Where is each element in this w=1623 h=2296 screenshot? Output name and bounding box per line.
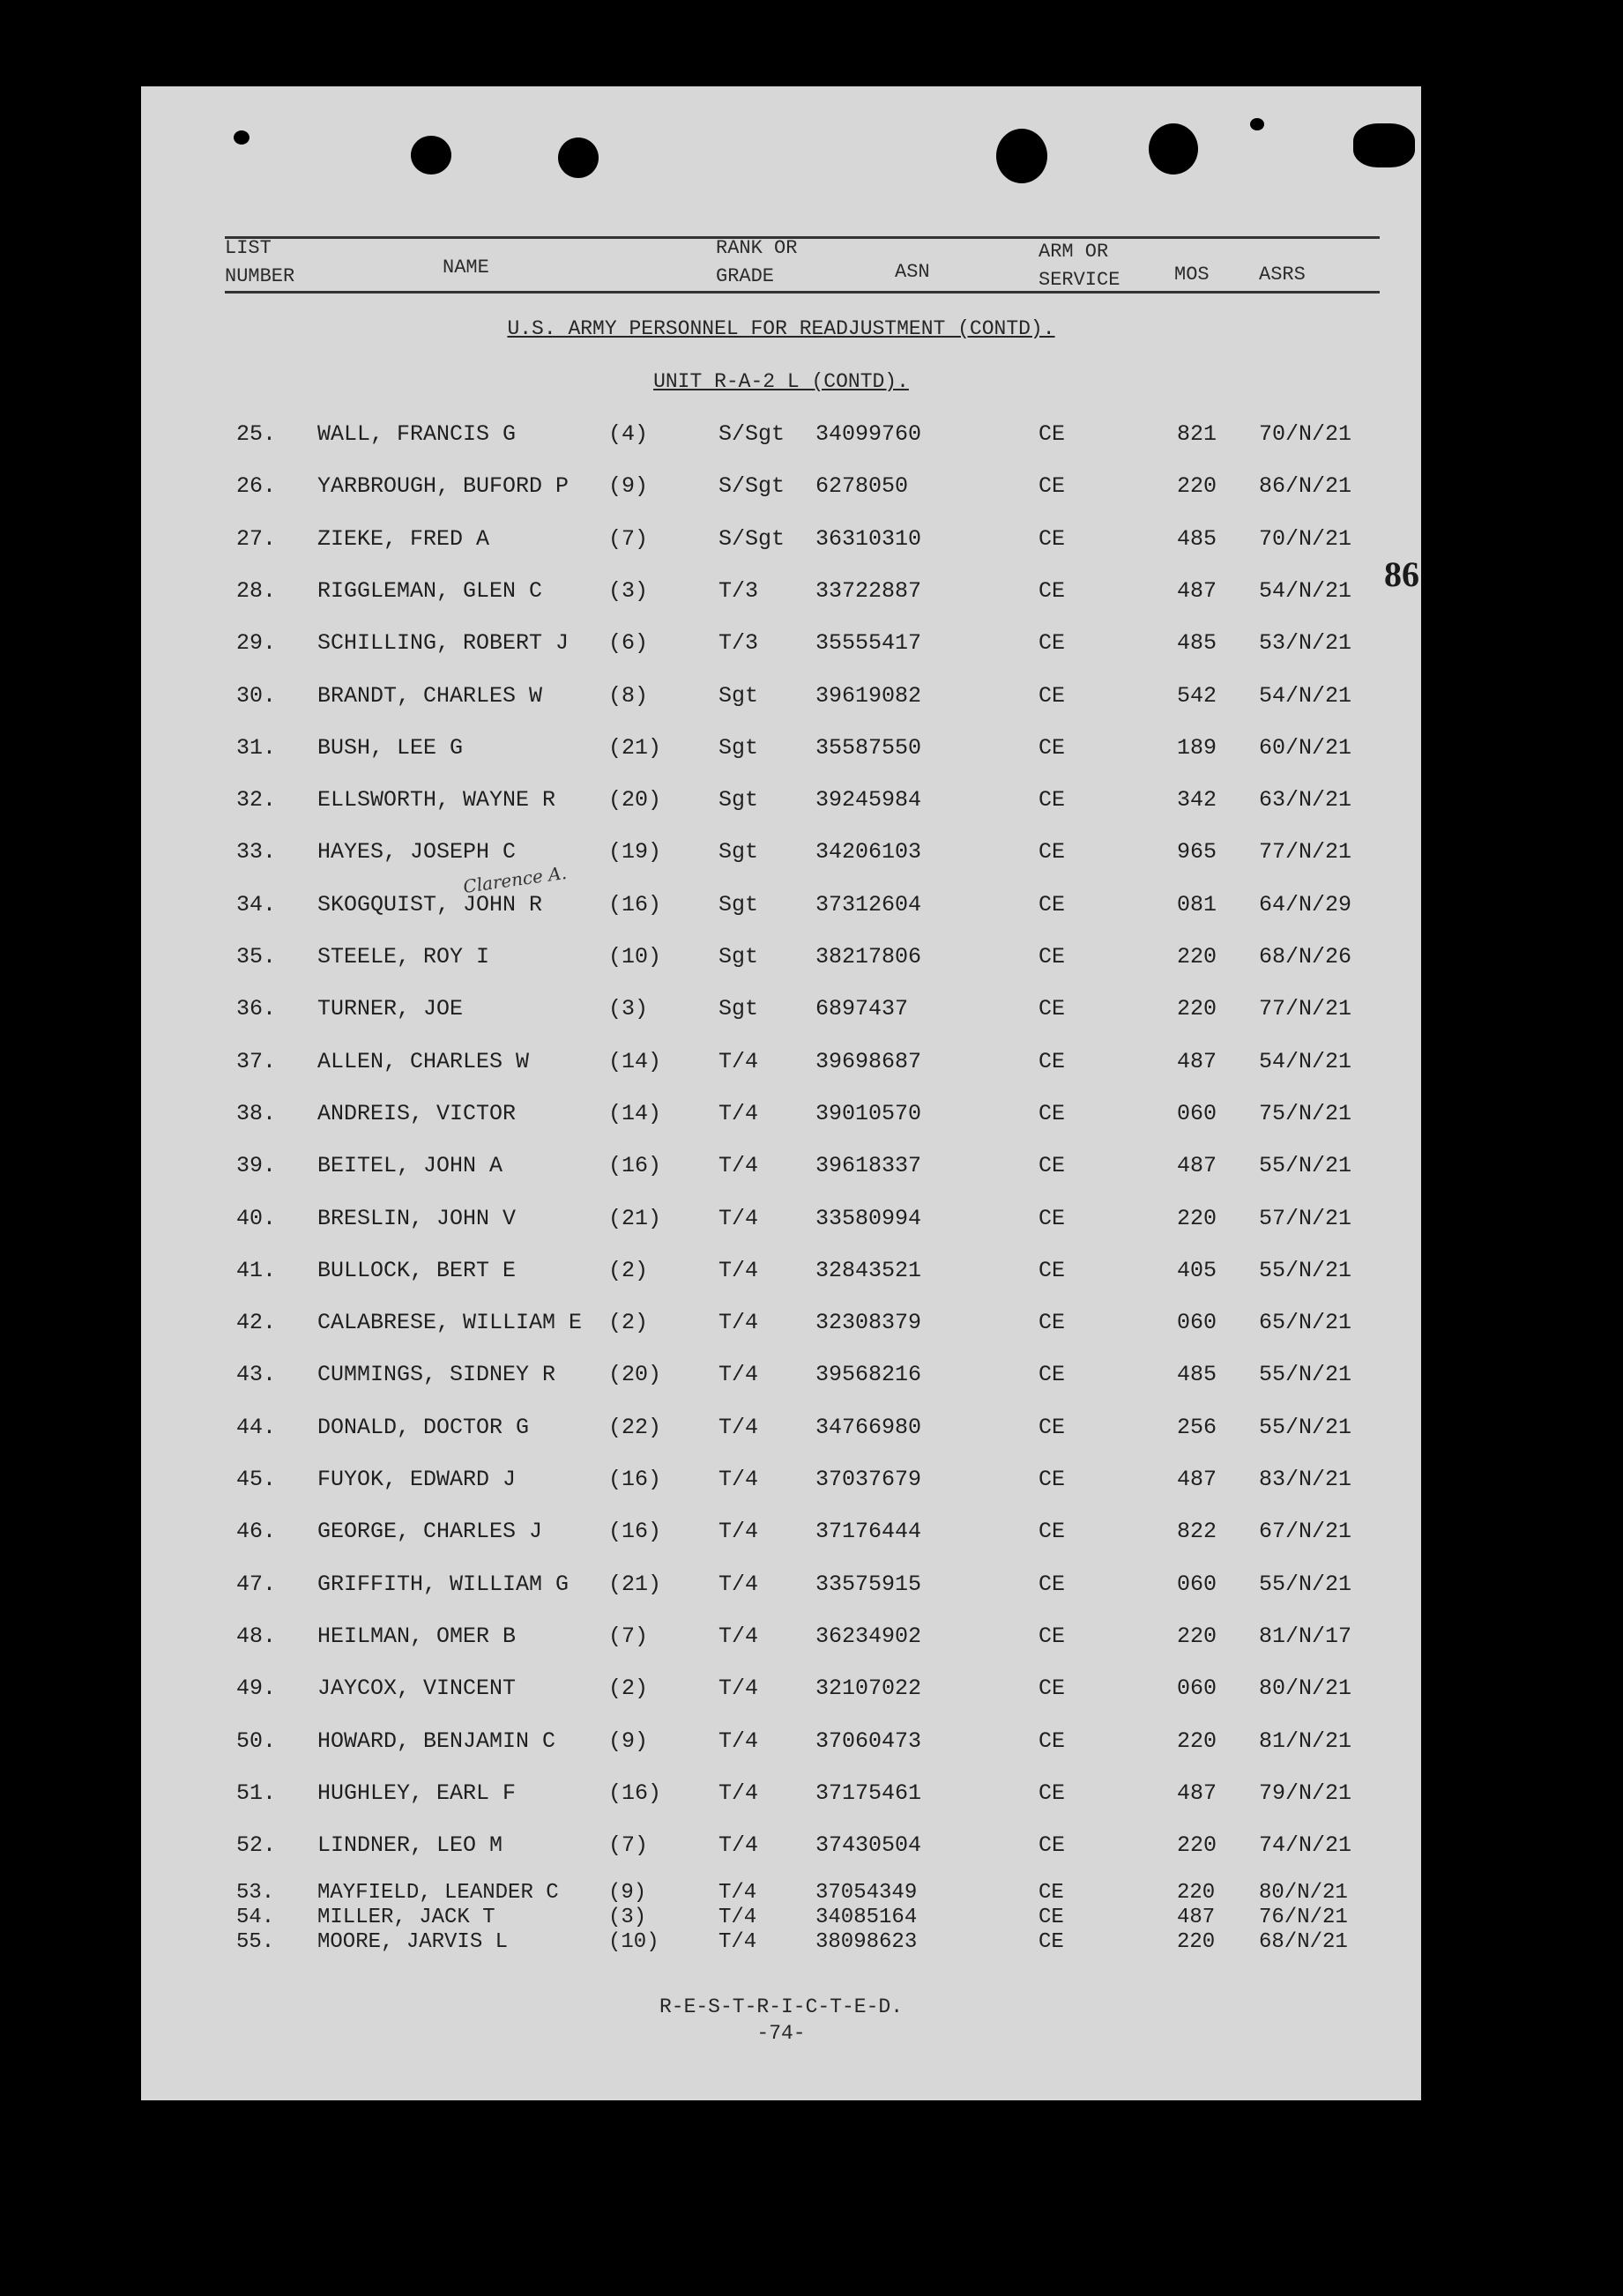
asn-cell: 34766980 [815,1414,922,1440]
header-rank-grade: RANK OR GRADE [716,237,798,287]
asrs-cell: 68/N/21 [1259,1930,1348,1955]
order-cell: (16) [608,1467,662,1492]
name-cell: TURNER, JOE [317,996,464,1022]
order-cell: (4) [608,421,649,447]
asrs-cell: 67/N/21 [1259,1519,1352,1545]
asrs-cell: 68/N/26 [1259,944,1352,970]
mos-cell: 342 [1177,787,1217,814]
asn-cell: 33580994 [815,1205,922,1231]
rank-cell: T/4 [718,1906,757,1930]
order-cell: (2) [608,1310,649,1336]
arm-service-cell: CE [1039,525,1066,552]
rank-cell: Sgt [718,734,759,761]
header-bottom-rule [225,291,1380,294]
asrs-cell: 64/N/29 [1259,891,1352,918]
asrs-cell: 74/N/21 [1259,1832,1352,1859]
name-cell: YARBROUGH, BUFORD P [317,473,570,500]
rank-cell: T/4 [718,1519,759,1545]
asn-cell: 6278050 [815,473,909,500]
rank-cell: S/Sgt [718,525,785,552]
punch-hole [1149,123,1198,175]
asn-cell: 36234902 [815,1623,922,1649]
rank-cell: T/3 [718,577,759,604]
list-number-cell: 29. [236,630,277,657]
list-number-cell: 25. [236,421,277,447]
rank-cell: T/4 [718,1467,759,1492]
list-number-cell: 37. [236,1048,277,1074]
mos-cell: 060 [1177,1310,1217,1336]
rank-cell: T/4 [718,1623,759,1649]
list-number-cell: 49. [236,1676,277,1702]
list-number-cell: 34. [236,891,277,918]
mos-cell: 485 [1177,630,1217,657]
arm-service-cell: CE [1039,1906,1064,1930]
mos-cell: 487 [1177,1153,1217,1179]
mos-cell: 256 [1177,1414,1217,1440]
asn-cell: 39618337 [815,1153,922,1179]
rank-cell: Sgt [718,891,759,918]
asrs-cell: 55/N/21 [1259,1257,1352,1283]
asn-cell: 37430504 [815,1832,922,1859]
name-cell: BRESLIN, JOHN V [317,1205,517,1231]
arm-service-cell: CE [1039,787,1066,814]
asn-cell: 38098623 [815,1930,918,1955]
header-asrs: ASRS [1259,264,1306,286]
mos-cell: 220 [1177,1832,1217,1859]
list-number-cell: 32. [236,787,277,814]
order-cell: (6) [608,630,649,657]
asrs-cell: 77/N/21 [1259,839,1352,866]
order-cell: (9) [608,1881,647,1906]
asrs-cell: 77/N/21 [1259,996,1352,1022]
name-cell: STEELE, ROY I [317,944,490,970]
rank-cell: T/4 [718,1780,759,1806]
order-cell: (16) [608,1519,662,1545]
mos-cell: 060 [1177,1571,1217,1597]
name-cell: BRANDT, CHARLES W [317,682,543,709]
rank-cell: T/4 [718,1257,759,1283]
name-cell: HUGHLEY, EARL F [317,1780,517,1806]
punch-hole [411,136,451,175]
rank-cell: T/4 [718,1100,759,1126]
asn-cell: 39568216 [815,1362,922,1388]
arm-service-cell: CE [1039,1100,1066,1126]
order-cell: (2) [608,1676,649,1702]
asrs-cell: 53/N/21 [1259,630,1352,657]
asrs-cell: 70/N/21 [1259,421,1352,447]
name-cell: ELLSWORTH, WAYNE R [317,787,556,814]
asrs-cell: 81/N/17 [1259,1623,1352,1649]
list-number-cell: 43. [236,1362,277,1388]
arm-service-cell: CE [1039,1362,1066,1388]
asrs-cell: 83/N/21 [1259,1467,1352,1492]
rank-cell: T/4 [718,1676,759,1702]
arm-service-cell: CE [1039,1780,1066,1806]
arm-service-cell: CE [1039,1676,1066,1702]
list-number-cell: 33. [236,839,277,866]
rank-cell: T/3 [718,630,759,657]
asn-cell: 39619082 [815,682,922,709]
asrs-cell: 76/N/21 [1259,1906,1348,1930]
name-cell: SKOGQUIST, JOHN R [317,891,543,918]
asn-cell: 34085164 [815,1906,918,1930]
header-mos: MOS [1174,264,1210,286]
name-cell: HOWARD, BENJAMIN C [317,1728,556,1754]
header-arm-service: ARM OR SERVICE [1039,241,1120,291]
list-number-cell: 40. [236,1205,277,1231]
asn-cell: 33722887 [815,577,922,604]
list-number-cell: 54. [236,1906,275,1930]
mos-cell: 487 [1177,1780,1217,1806]
order-cell: (22) [608,1414,662,1440]
name-cell: BUSH, LEE G [317,734,464,761]
name-cell: WALL, FRANCIS G [317,421,517,447]
name-cell: BULLOCK, BERT E [317,1257,517,1283]
name-cell: GRIFFITH, WILLIAM G [317,1571,570,1597]
list-number-cell: 55. [236,1930,275,1955]
arm-service-cell: CE [1039,1571,1066,1597]
mos-cell: 189 [1177,734,1217,761]
rank-cell: T/4 [718,1728,759,1754]
arm-service-cell: CE [1039,577,1066,604]
arm-service-cell: CE [1039,996,1066,1022]
mos-cell: 485 [1177,1362,1217,1388]
order-cell: (21) [608,734,662,761]
mos-cell: 220 [1177,996,1217,1022]
mos-cell: 220 [1177,1623,1217,1649]
order-cell: (20) [608,787,662,814]
arm-service-cell: CE [1039,682,1066,709]
asn-cell: 36310310 [815,525,922,552]
list-number-cell: 46. [236,1519,277,1545]
document-title: U.S. ARMY PERSONNEL FOR READJUSTMENT (CONTD). [507,317,1055,340]
asn-cell: 37176444 [815,1519,922,1545]
mos-cell: 405 [1177,1257,1217,1283]
rank-cell: Sgt [718,787,759,814]
arm-service-cell: CE [1039,1205,1066,1231]
list-number-cell: 35. [236,944,277,970]
list-number-cell: 45. [236,1467,277,1492]
asrs-cell: 55/N/21 [1259,1362,1352,1388]
list-number-cell: 47. [236,1571,277,1597]
page-number: -74- [756,2022,806,2045]
unit-subtitle: UNIT R-A-2 L (CONTD). [653,370,909,393]
arm-service-cell: CE [1039,1832,1066,1859]
name-cell: GEORGE, CHARLES J [317,1519,543,1545]
asn-cell: 37037679 [815,1467,922,1492]
arm-service-cell: CE [1039,1881,1064,1906]
order-cell: (8) [608,682,649,709]
asrs-cell: 75/N/21 [1259,1100,1352,1126]
arm-service-cell: CE [1039,1048,1066,1074]
order-cell: (21) [608,1571,662,1597]
name-cell: MILLER, JACK T [317,1906,495,1930]
asn-cell: 32107022 [815,1676,922,1702]
order-cell: (16) [608,1153,662,1179]
mos-cell: 542 [1177,682,1217,709]
order-cell: (9) [608,1728,649,1754]
name-cell: CALABRESE, WILLIAM E [317,1310,583,1336]
order-cell: (16) [608,1780,662,1806]
mos-cell: 060 [1177,1100,1217,1126]
name-cell: LINDNER, LEO M [317,1832,503,1859]
punch-hole [234,130,249,145]
rank-cell: T/4 [718,1881,757,1906]
order-cell: (7) [608,525,649,552]
name-cell: BEITEL, JOHN A [317,1153,503,1179]
rank-cell: T/4 [718,1310,759,1336]
header-top-rule [225,236,1380,239]
mos-cell: 220 [1177,1205,1217,1231]
name-cell: JAYCOX, VINCENT [317,1676,517,1702]
asn-cell: 6897437 [815,996,909,1022]
name-cell: CUMMINGS, SIDNEY R [317,1362,556,1388]
asn-cell: 38217806 [815,944,922,970]
list-number-cell: 36. [236,996,277,1022]
list-number-cell: 26. [236,473,277,500]
list-number-cell: 31. [236,734,277,761]
rank-cell: T/4 [718,1048,759,1074]
rank-cell: T/4 [718,1832,759,1859]
punch-hole [1353,123,1415,167]
rank-cell: S/Sgt [718,473,785,500]
order-cell: (7) [608,1832,649,1859]
asrs-cell: 54/N/21 [1259,1048,1352,1074]
list-number-cell: 44. [236,1414,277,1440]
name-cell: DONALD, DOCTOR G [317,1414,530,1440]
name-cell: ZIEKE, FRED A [317,525,490,552]
mos-cell: 220 [1177,1930,1216,1955]
asn-cell: 34206103 [815,839,922,866]
arm-service-cell: CE [1039,734,1066,761]
asn-cell: 32843521 [815,1257,922,1283]
rank-cell: T/4 [718,1414,759,1440]
punch-hole [996,129,1047,183]
header-name: NAME [443,256,489,279]
mos-cell: 487 [1177,1906,1216,1930]
asn-cell: 39698687 [815,1048,922,1074]
rank-cell: Sgt [718,944,759,970]
asn-cell: 35587550 [815,734,922,761]
asrs-cell: 63/N/21 [1259,787,1352,814]
list-number-cell: 27. [236,525,277,552]
arm-service-cell: CE [1039,1310,1066,1336]
asrs-cell: 57/N/21 [1259,1205,1352,1231]
mos-cell: 220 [1177,944,1217,970]
arm-service-cell: CE [1039,630,1066,657]
name-cell: MOORE, JARVIS L [317,1930,509,1955]
arm-service-cell: CE [1039,1257,1066,1283]
header-list-number: LIST NUMBER [225,237,295,287]
list-number-cell: 53. [236,1881,275,1906]
arm-service-cell: CE [1039,1930,1064,1955]
mos-cell: 487 [1177,577,1217,604]
rank-cell: S/Sgt [718,421,785,447]
arm-service-cell: CE [1039,1467,1066,1492]
asrs-cell: 54/N/21 [1259,682,1352,709]
asn-cell: 39245984 [815,787,922,814]
arm-service-cell: CE [1039,473,1066,500]
asrs-cell: 80/N/21 [1259,1881,1348,1906]
rank-cell: T/4 [718,1362,759,1388]
mos-cell: 485 [1177,525,1217,552]
asn-cell: 37060473 [815,1728,922,1754]
asn-cell: 35555417 [815,630,922,657]
arm-service-cell: CE [1039,1414,1066,1440]
order-cell: (7) [608,1623,649,1649]
order-cell: (14) [608,1048,662,1074]
asn-cell: 39010570 [815,1100,922,1126]
name-cell: RIGGLEMAN, GLEN C [317,577,543,604]
asrs-cell: 79/N/21 [1259,1780,1352,1806]
asrs-cell: 80/N/21 [1259,1676,1352,1702]
arm-service-cell: CE [1039,839,1066,866]
order-cell: (3) [608,1906,647,1930]
rank-cell: Sgt [718,682,759,709]
document-page [141,86,1421,2100]
arm-service-cell: CE [1039,1728,1066,1754]
mos-cell: 060 [1177,1676,1217,1702]
rank-cell: T/4 [718,1205,759,1231]
arm-service-cell: CE [1039,1153,1066,1179]
asrs-cell: 86/N/21 [1259,473,1352,500]
asrs-cell: 70/N/21 [1259,525,1352,552]
list-number-cell: 51. [236,1780,277,1806]
order-cell: (14) [608,1100,662,1126]
arm-service-cell: CE [1039,944,1066,970]
handwritten-note: Clarence A. [461,861,569,898]
list-number-cell: 42. [236,1310,277,1336]
list-number-cell: 30. [236,682,277,709]
list-number-cell: 48. [236,1623,277,1649]
rank-cell: T/4 [718,1153,759,1179]
list-number-cell: 38. [236,1100,277,1126]
punch-hole [1250,118,1264,130]
name-cell: FUYOK, EDWARD J [317,1467,517,1492]
mos-cell: 822 [1177,1519,1217,1545]
asrs-cell: 55/N/21 [1259,1571,1352,1597]
name-cell: MAYFIELD, LEANDER C [317,1881,559,1906]
order-cell: (10) [608,944,662,970]
mos-cell: 487 [1177,1048,1217,1074]
rank-cell: Sgt [718,839,759,866]
rank-cell: T/4 [718,1571,759,1597]
asrs-cell: 54/N/21 [1259,577,1352,604]
asn-cell: 34099760 [815,421,922,447]
mos-cell: 487 [1177,1467,1217,1492]
order-cell: (9) [608,473,649,500]
header-asn: ASN [895,261,930,283]
asn-cell: 37175461 [815,1780,922,1806]
mos-cell: 220 [1177,1728,1217,1754]
list-number-cell: 39. [236,1153,277,1179]
asrs-cell: 55/N/21 [1259,1153,1352,1179]
rank-cell: T/4 [718,1930,757,1955]
mos-cell: 965 [1177,839,1217,866]
name-cell: ALLEN, CHARLES W [317,1048,530,1074]
list-number-cell: 41. [236,1257,277,1283]
arm-service-cell: CE [1039,1519,1066,1545]
mos-cell: 220 [1177,473,1217,500]
mos-cell: 220 [1177,1881,1216,1906]
asn-cell: 33575915 [815,1571,922,1597]
asn-cell: 37312604 [815,891,922,918]
order-cell: (21) [608,1205,662,1231]
order-cell: (3) [608,577,649,604]
name-cell: SCHILLING, ROBERT J [317,630,570,657]
asrs-cell: 65/N/21 [1259,1310,1352,1336]
asn-cell: 37054349 [815,1881,918,1906]
arm-service-cell: CE [1039,891,1066,918]
asrs-cell: 60/N/21 [1259,734,1352,761]
punch-hole [558,137,599,178]
order-cell: (20) [608,1362,662,1388]
name-cell: HAYES, JOSEPH C [317,839,517,866]
name-cell: HEILMAN, OMER B [317,1623,517,1649]
mos-cell: 821 [1177,421,1217,447]
order-cell: (16) [608,891,662,918]
arm-service-cell: CE [1039,421,1066,447]
rank-cell: Sgt [718,996,759,1022]
list-number-cell: 28. [236,577,277,604]
order-cell: (10) [608,1930,659,1955]
list-number-cell: 52. [236,1832,277,1859]
restricted-marking: R-E-S-T-R-I-C-T-E-D. [659,1995,904,2018]
asrs-cell: 81/N/21 [1259,1728,1352,1754]
order-cell: (2) [608,1257,649,1283]
list-number-cell: 50. [236,1728,277,1754]
name-cell: ANDREIS, VICTOR [317,1100,517,1126]
mos-cell: 081 [1177,891,1217,918]
asn-cell: 32308379 [815,1310,922,1336]
order-cell: (3) [608,996,649,1022]
order-cell: (19) [608,839,662,866]
page-mark: 86 [1384,554,1419,594]
arm-service-cell: CE [1039,1623,1066,1649]
asrs-cell: 55/N/21 [1259,1414,1352,1440]
